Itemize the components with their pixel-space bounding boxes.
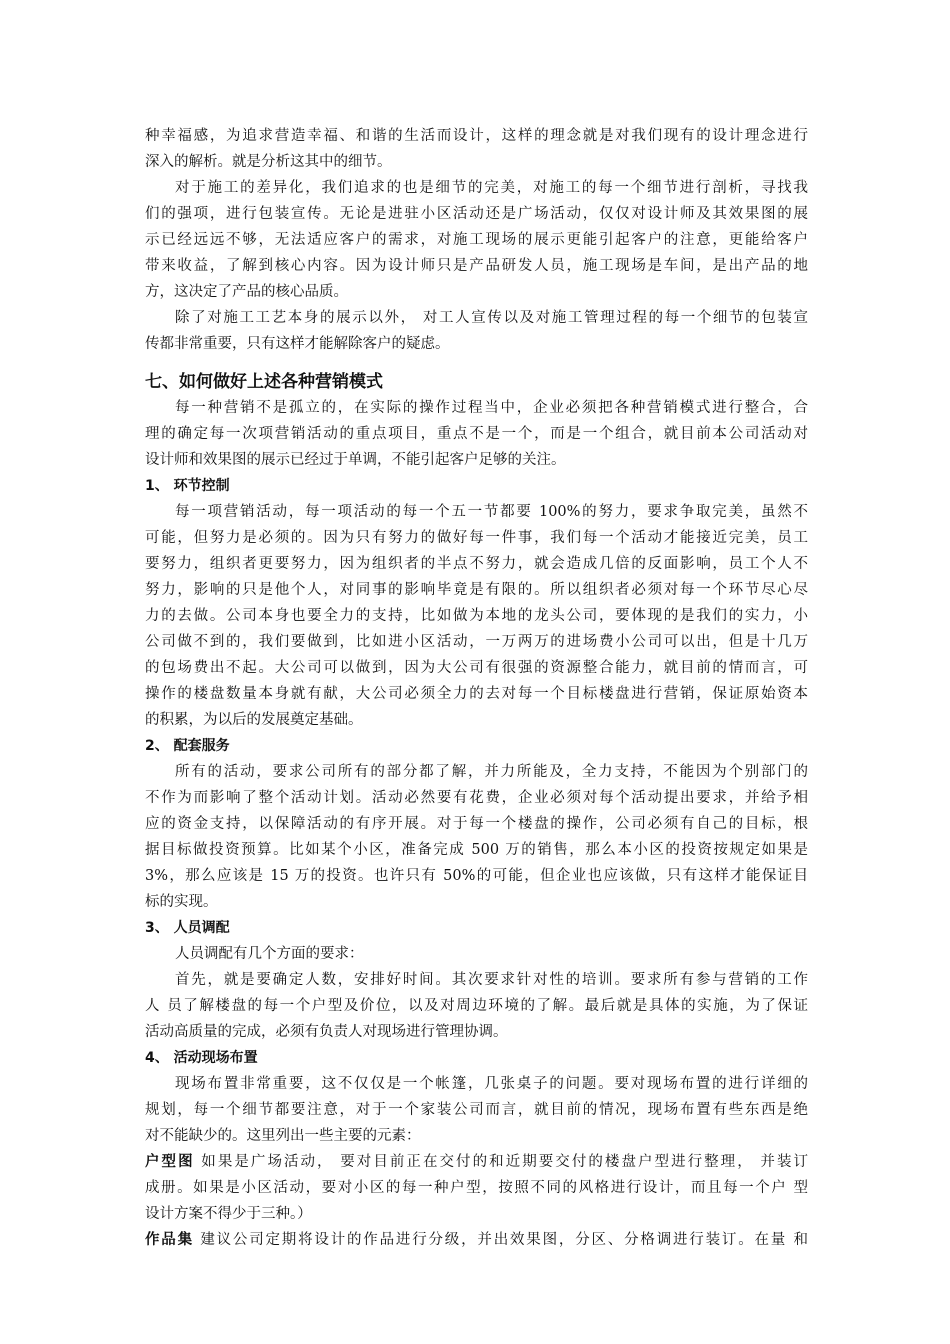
text-line: 应的资金支持，以保障活动的有序开展。对于每一个楼盘的操作，公司必须有自己的目标，根: [145, 816, 808, 832]
subsection-heading-link-control: 1、 环节控制: [145, 478, 230, 494]
text-line: 不作为而影响了整个活动计划。活动必然要有花费，企业必须对每个活动提出要求，并给予相: [145, 790, 808, 806]
paragraph-design-concept: [145, 123, 808, 175]
text-line: 要努力，组织者更要努力，因为组织者的半点不努力，就会造成几倍的反面影响，员工个人不: [145, 556, 808, 572]
text-line: 带来收益，了解到核心内容。因为设计师只是产品研发人员，施工现场是车间，是出产品的地: [145, 258, 808, 274]
paragraph-construction-differentiation: [145, 175, 808, 305]
text-fragment: 如果是广场活动， 要对目前正在交付的和近期要交付的楼盘户型进行整理， 并装订: [194, 1154, 808, 1170]
text-line: 努力，影响的只是他个人，对同事的影响毕竟是有限的。所以组织者必须对每一个环节尽心尽: [145, 582, 808, 598]
text-line: 每一种营销不是孤立的，在实际的操作过程当中，企业必须把各种营销模式进行整合，合: [175, 400, 808, 416]
portfolio-item: [145, 1227, 808, 1253]
text-line: 们的强项，进行包装宣传。无论是进驻小区活动还是广场活动，仅仅对设计师及其效果图的展: [145, 206, 808, 222]
subsection-staffing-body: [145, 941, 808, 1045]
term-portfolio: 作品集: [145, 1232, 194, 1248]
floor-plan-item: [145, 1149, 808, 1175]
text-line: 现场布置非常重要，这不仅仅是一个帐篷，几张桌子的问题。要对现场布置的进行详细的: [175, 1076, 808, 1092]
text-line: 种幸福感，为追求营造幸福、和谐的生活而设计，这样的理念就是对我们现有的设计理念进行: [145, 128, 808, 144]
text-line: 力的去做。公司本身也要全力的支持，比如做为本地的龙头公司，要体现的是我们的实力，小: [145, 608, 808, 624]
subsection-heading-support-services: 2、 配套服务: [145, 738, 230, 754]
text-line: 首先，就是要确定人数，安排好时间。其次要求针对性的培训。要求所有参与营销的工作: [175, 972, 808, 988]
text-line: 的积累，为以后的发展奠定基础。: [145, 712, 363, 728]
text-line: 每一项营销活动，每一项活动的每一个五一节都要 100%的努力，要求争取完美，虽然不: [175, 504, 808, 520]
text-line: 操作的楼盘数量本身就有献，大公司必须全力的去对每一个目标楼盘进行营销，保证原始资本: [145, 686, 808, 702]
text-line: 示已经远远不够，无法适应客户的需求，对施工现场的展示更能引起客户的注意，更能给客户: [145, 232, 808, 248]
document-page: [145, 123, 808, 1253]
text-line: 对不能缺少的。这里列出一些主要的元素：: [145, 1128, 421, 1144]
subsection-heading-venue-layout: 4、 活动现场布置: [145, 1050, 258, 1066]
text-line: 人员调配有几个方面的要求：: [175, 946, 364, 962]
text-line: 方，这决定了产品的核心品质。: [145, 284, 348, 300]
section-intro: [145, 395, 808, 473]
text-line: 公司做不到的，我们要做到，比如进小区活动，一万两万的进场费小公司可以出，但是十几万: [145, 634, 808, 650]
term-floor-plan: 户型图: [145, 1154, 195, 1170]
text-line: 活动高质量的完成，必须有负责人对现场进行管理协调。: [145, 1024, 508, 1040]
text-line: 设计方案不得少于三种。）: [145, 1206, 312, 1222]
text-line: 设计师和效果图的展示已经过于单调，不能引起客户足够的关注。: [145, 452, 566, 468]
text-line: 除了对施工工艺本身的展示以外， 对工人宣传以及对施工管理过程的每一个细节的包装宣: [175, 310, 808, 326]
text-line: 标的实现。: [145, 894, 218, 910]
text-line: 据目标做投资预算。比如某个小区，准备完成 500 万的销售，那么本小区的投资按规定如果是: [145, 842, 808, 858]
text-line: 对于施工的差异化，我们追求的也是细节的完美，对施工的每一个细节进行剖析，寻找我: [175, 180, 808, 196]
text-line: 3%，那么应该是 15 万的投资。也许只有 50%的可能，但企业也应该做，只有这样才能保证目: [145, 868, 808, 884]
text-line: 的包场费出不起。大公司可以做到，因为大公司有很强的资源整合能力，就目前的情而言，可: [145, 660, 808, 676]
section-heading: 七、如何做好上述各种营销模式: [145, 372, 383, 392]
text-line: 规划，每一个细节都要注意，对于一个家装公司而言，就目前的情况，现场布置有些东西是绝: [145, 1102, 808, 1118]
text-line: 传都非常重要，只有这样才能解除客户的疑虑。: [145, 336, 450, 352]
text-fragment: 建议公司定期将设计的作品进行分级，并出效果图，分区、分格调进行装订。在量 和: [193, 1232, 808, 1248]
text-line: 所有的活动，要求公司所有的部分都了解，并力所能及，全力支持，不能因为个别部门的: [175, 764, 808, 780]
text-line: 可能，但努力是必须的。因为只有努力的做好每一件事，我们每一个活动才能接近完美，员工: [145, 530, 808, 546]
text-line: 人 员了解楼盘的每一个户型及价位，以及对周边环境的了解。最后就是具体的实施，为了保证: [145, 998, 808, 1014]
text-line: 成册。如果是小区活动，要对小区的每一种户型，按照不同的风格进行设计，而且每一个户 型: [145, 1180, 808, 1196]
text-line: 理的确定每一次项营销活动的重点项目，重点不是一个，而是一个组合，就目前本公司活动对: [145, 426, 808, 442]
subsection-venue-layout-body: [145, 1071, 808, 1253]
subsection-heading-staffing: 3、 人员调配: [145, 920, 230, 936]
text-line: 深入的解析。就是分析这其中的细节。: [145, 154, 392, 170]
subsection-link-control-body: [145, 499, 808, 733]
paragraph-worker-promotion: [145, 305, 808, 357]
subsection-support-services-body: [145, 759, 808, 915]
